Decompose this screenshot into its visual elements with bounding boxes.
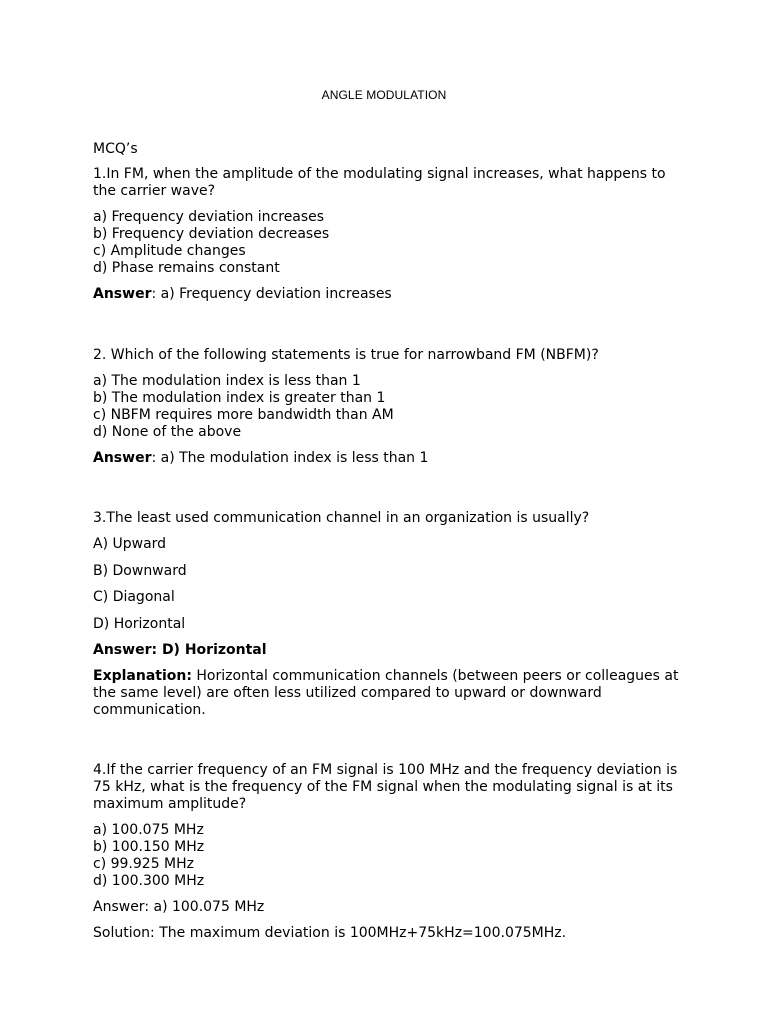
question-2-option-c: c) NBFM requires more bandwidth than AM xyxy=(93,407,394,423)
question-3 xyxy=(93,510,683,719)
document-title: ANGLE MODULATION xyxy=(321,88,447,102)
section-heading: MCQ’s xyxy=(93,141,138,157)
spacer xyxy=(93,312,683,347)
explanation-label: Explanation: xyxy=(93,668,192,685)
spacer xyxy=(93,728,683,762)
answer-label: Answer xyxy=(93,450,152,466)
answer-text: : a) The modulation index is less than 1 xyxy=(151,450,429,466)
answer-text: : a) Frequency deviation increases xyxy=(151,286,392,302)
question-1-option-b: b) Frequency deviation decreases xyxy=(93,226,330,242)
question-2-option-d: d) None of the above xyxy=(93,424,242,440)
question-1-answer xyxy=(93,286,683,303)
question-4-answer: Answer: a) 100.075 MHz xyxy=(93,899,265,916)
question-4-option-c: c) 99.925 MHz xyxy=(93,856,195,873)
question-4-option-a: a) 100.075 MHz xyxy=(93,822,204,839)
explanation-text: Horizontal communication channels (between peers or colleagues at the same level) are often less utilized compared to upward or downward communication. xyxy=(93,668,679,719)
question-1-option-c: c) Amplitude changes xyxy=(93,243,246,259)
question-3-option-d: D) Horizontal xyxy=(93,615,186,632)
question-1 xyxy=(93,166,683,303)
question-1-option-d: d) Phase remains constant xyxy=(93,260,280,276)
question-1-options xyxy=(93,209,683,277)
question-2-options xyxy=(93,373,683,441)
question-3-text: 3.The least used communication channel in an organization is usually? xyxy=(93,510,590,526)
question-2-text: 2. Which of the following statements is true for narrowband FM (NBFM)? xyxy=(93,347,599,363)
question-4-text: 4.If the carrier frequency of an FM signal is 100 MHz and the frequency deviation is 75 kHz, what is the frequency of the FM signal when the modulating signal is at its maximum amplitude? xyxy=(93,762,678,813)
question-3-answer xyxy=(93,642,683,659)
question-3-explanation xyxy=(93,668,683,719)
question-3-option-b: B) Downward xyxy=(93,562,187,579)
question-4-solution: Solution: The maximum deviation is 100MHz+75kHz=100.075MHz. xyxy=(93,925,567,942)
question-2 xyxy=(93,347,683,467)
document-body xyxy=(93,141,683,951)
answer-label: Answer xyxy=(93,286,152,302)
question-4-option-b: b) 100.150 MHz xyxy=(93,839,205,856)
answer-text: Answer: D) Horizontal xyxy=(93,642,267,659)
question-2-option-b: b) The modulation index is greater than 1 xyxy=(93,390,386,406)
question-4-option-d: d) 100.300 MHz xyxy=(93,873,205,890)
question-4-options xyxy=(93,822,683,890)
question-1-option-a: a) Frequency deviation increases xyxy=(93,209,325,225)
question-4 xyxy=(93,762,683,942)
question-1-text: 1.In FM, when the amplitude of the modulating signal increases, what happens to the carrier wave? xyxy=(93,166,666,199)
question-3-option-a: A) Upward xyxy=(93,536,167,552)
spacer xyxy=(93,476,683,510)
question-3-option-c: C) Diagonal xyxy=(93,589,175,606)
question-2-answer xyxy=(93,450,683,467)
question-2-option-a: a) The modulation index is less than 1 xyxy=(93,373,361,389)
